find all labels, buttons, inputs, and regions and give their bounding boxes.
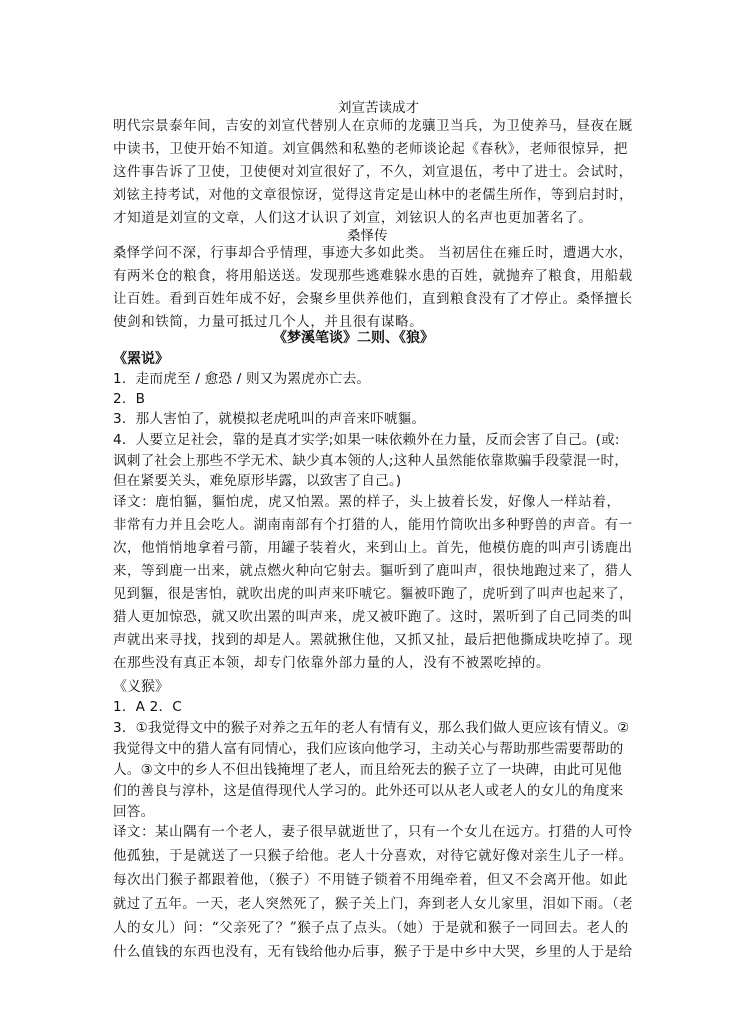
yi-hou-answer: 我觉得文中的猎人富有同情心，我们应该向他学习，主动关心与帮助那些需要帮助的: [113, 741, 624, 757]
pi-shuo-header: 《罴说》: [113, 351, 169, 367]
yi-hou-translation: 译文：某山隅有一个老人，妻子很早就逝世了，只有一个女儿在远方。打猎的人可怜: [113, 824, 633, 840]
pi-shuo-answer: 3．那人害怕了，就模拟老虎吼叫的声音来吓唬貙。: [113, 411, 426, 427]
pi-shuo-answer: 4．人要立足社会，靠的是真才实学;如果一味依赖外在力量，反而会害了自己。(或:: [113, 432, 620, 448]
sang-yi-line: 有两米仓的粮食，将用船送送。发现那些逃难躲水患的百姓，就抛弃了粮食，用船载: [113, 268, 633, 284]
liu-xuan-line: 这件事告诉了卫使，卫使便对刘宣很好了，不久，刘宣退伍，考中了进士。会试时，: [113, 164, 633, 180]
yi-hou-translation: 就过了五年。一天，老人突然死了，猴子关上门，奔到老人女儿家里，泪如下雨。（老: [113, 896, 634, 912]
sang-yi-line: 桑怿学问不深，行事却合乎情理，事迹大多如此类。 当初居住在雍丘时，遭遇大水，: [113, 245, 633, 261]
liu-xuan-title: 刘宣苦读成才: [338, 100, 419, 116]
yi-hou-answer: 们的善良与淳朴，这是值得现代人学习的。此外还可以从老人或老人的女儿的角度来: [113, 783, 624, 799]
pi-shuo-answer: 但在紧要关头，难免原形毕露，以致害了自己。): [113, 473, 402, 489]
pi-shuo-translation: 来，等到鹿一出来，就点燃火种向它射去。貙听到了鹿叫声，很快地跑过来了，猎人: [113, 563, 633, 579]
pi-shuo-translation: 非常有力并且会吃人。湖南南部有个打猎的人，能用竹筒吹出多种野兽的声音。有一: [113, 517, 633, 533]
yi-hou-answer: 1．A 2．C: [113, 699, 182, 715]
yi-hou-translation: 他孤独，于是就送了一只猴子给他。老人十分喜欢，对待它就好像对亲生儿子一样。: [113, 848, 633, 864]
pi-shuo-translation: 见到貙，很是害怕，就吹出虎的叫声来吓唬它。貙被吓跑了，虎听到了叫声也起来了，: [113, 586, 633, 602]
pi-shuo-translation: 猎人更加惊恐，就又吹出罴的叫声来，虎又被吓跑了。这时，罴听到了自己同类的叫: [113, 609, 633, 625]
pi-shuo-answer: 2．B: [113, 391, 146, 407]
liu-xuan-line: 明代宗景泰年间，吉安的刘宣代替别人在京师的龙骧卫当兵，为卫使养马，昼夜在厩: [113, 118, 633, 134]
section-title: 《梦溪笔谈》二则、《狼》: [273, 330, 434, 346]
sang-yi-title: 桑怿传: [347, 228, 388, 244]
pi-shuo-translation: 声就出来寻找，找到的却是人。罴就揪住他，又抓又扯，最后把他撕成块吃掉了。现: [113, 632, 633, 648]
yi-hou-answer: 人。③文中的乡人不但出钱掩埋了老人，而且给死去的猴子立了一块碑，由此可见他: [113, 762, 622, 778]
pi-shuo-translation: 译文：鹿怕貙，貙怕虎，虎又怕罴。罴的样子，头上披着长发，好像人一样站着，: [113, 494, 621, 510]
pi-shuo-answer: 讽刺了社会上那些不学无术、缺少真本领的人;这种人虽然能依靠欺骗手段蒙混一时，: [113, 453, 629, 469]
yi-hou-header: 《义猴》: [113, 679, 169, 695]
pi-shuo-translation: 在那些没有真正本领，却专门依靠外部力量的人，没有不被罴吃掉的。: [113, 655, 551, 671]
yi-hou-translation: 人的女儿）问：“父亲死了？”猴子点了点头。（她）于是就和猴子一同回去。老人的: [113, 920, 629, 936]
liu-xuan-line: 才知道是刘宣的文章，人们这才认识了刘宣，刘铉识人的名声也更加著名了。: [113, 210, 593, 226]
yi-hou-answer: 3．①我觉得文中的猴子对养之五年的老人有情有义，那么我们做人更应该有情义。②: [113, 720, 630, 736]
sang-yi-line: 让百姓。看到百姓年成不好，会聚乡里供养他们，直到粮食没有了才停止。桑怿擅长: [113, 291, 633, 307]
yi-hou-translation: 每次出门猴子都跟着他，（猴子）不用链子锁着不用绳牵着，但又不会离开他。如此: [113, 872, 628, 888]
liu-xuan-line: 中读书，卫使开始不知道。刘宣偶然和私塾的老师谈论起《春秋》，老师很惊异，把: [113, 141, 628, 157]
pi-shuo-answer: 1．走而虎至 / 愈恐 / 则又为罴虎亦亡去。: [113, 371, 371, 387]
liu-xuan-line: 刘铉主持考试，对他的文章很惊讶，觉得这肯定是山林中的老儒生所作，等到启封时，: [113, 187, 633, 203]
yi-hou-translation: 什么值钱的东西也没有，无有钱给他办后事，猴子于是中乡中大哭，乡里的人于是给: [113, 944, 633, 960]
sang-yi-line: 使剑和铁简，力量可抵过几个人，并且很有谋略。: [113, 314, 424, 330]
pi-shuo-translation: 次，他悄悄地拿着弓箭，用罐子装着火，来到山上。首先，他模仿鹿的叫声引诱鹿出: [113, 540, 633, 556]
yi-hou-answer: 回答。: [113, 804, 155, 820]
